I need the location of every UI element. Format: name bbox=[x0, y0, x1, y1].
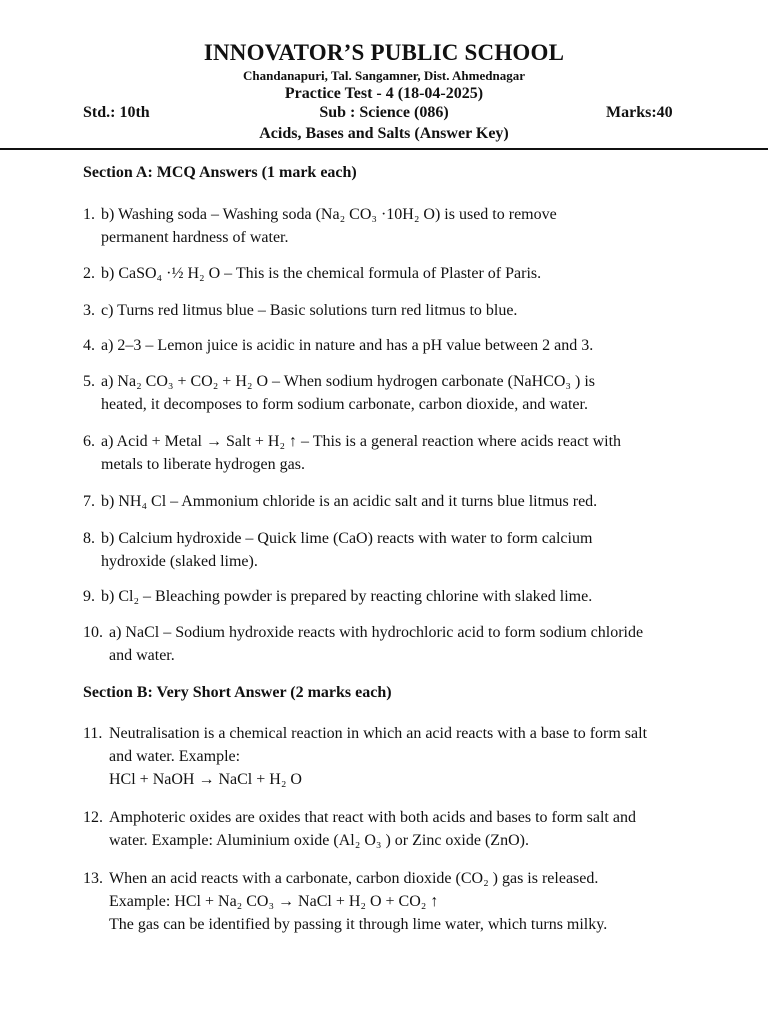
school-name: INNOVATOR’S PUBLIC SCHOOL bbox=[203, 40, 565, 65]
section-a-title: Section A: MCQ Answers (1 mark each) bbox=[83, 164, 357, 181]
item-number: 9. bbox=[83, 588, 95, 605]
test-title: Practice Test - 4 (18-04-2025) bbox=[284, 85, 484, 102]
item-text: b) CaSO₄ ·½ H₂ O – This is the chemical formula of Plaster of Paris. bbox=[101, 265, 542, 282]
answer-item-11 bbox=[83, 722, 743, 791]
item-text: b) Cl₂ – Bleaching powder is prepared by reacting chlorine with slaked lime. bbox=[101, 588, 593, 605]
meta-row bbox=[0, 104, 768, 124]
item-text: When an acid reacts with a carbonate, carbon dioxide (CO₂ ) gas is released. bbox=[109, 870, 599, 887]
item-number: 13. bbox=[83, 870, 103, 887]
answer-item-9 bbox=[83, 585, 743, 608]
item-text: HCl + NaOH → NaCl + H₂ O bbox=[109, 771, 302, 788]
item-number: 10. bbox=[83, 624, 103, 641]
item-text: water. Example: Aluminium oxide (Al₂ O₃ ) or Zinc oxide (ZnO). bbox=[109, 832, 529, 849]
marks-label: Marks:40 bbox=[606, 104, 673, 121]
item-text: b) Washing soda – Washing soda (Na₂ CO₃ ·10H₂ O) is used to remove bbox=[101, 206, 557, 223]
item-text: metals to liberate hydrogen gas. bbox=[101, 456, 305, 473]
item-text: Example: HCl + Na₂ CO₃ → NaCl + H₂ O + CO₂ ↑ bbox=[109, 893, 439, 910]
answer-item-2 bbox=[83, 262, 743, 285]
school-address: Chandanapuri, Tal. Sangamner, Dist. Ahmednagar bbox=[243, 68, 525, 83]
subject-label: Sub : Science (086) bbox=[319, 104, 449, 121]
answer-item-5 bbox=[83, 370, 743, 416]
item-text: The gas can be identified by passing it through lime water, which turns milky. bbox=[109, 916, 608, 933]
item-number: 12. bbox=[83, 809, 103, 826]
item-text: permanent hardness of water. bbox=[101, 229, 289, 246]
answer-item-3 bbox=[83, 299, 743, 322]
item-number: 11. bbox=[83, 725, 103, 742]
item-text: b) Calcium hydroxide – Quick lime (CaO) reacts with water to form calcium bbox=[101, 530, 593, 547]
item-text: Amphoteric oxides are oxides that react with both acids and bases to form salt and bbox=[109, 809, 636, 826]
item-text: and water. bbox=[109, 647, 175, 664]
item-text: a) Na₂ CO₃ + CO₂ + H₂ O – When sodium hydrogen carbonate (NaHCO₃ ) is bbox=[101, 373, 595, 390]
topic-title: Acids, Bases and Salts (Answer Key) bbox=[259, 125, 509, 142]
item-number: 4. bbox=[83, 337, 95, 354]
answer-item-4 bbox=[83, 334, 743, 357]
item-text: heated, it decomposes to form sodium carbonate, carbon dioxide, and water. bbox=[101, 396, 588, 413]
section-b-title: Section B: Very Short Answer (2 marks each) bbox=[83, 684, 392, 701]
item-number: 7. bbox=[83, 493, 95, 510]
item-number: 1. bbox=[83, 206, 95, 223]
item-text: and water. Example: bbox=[109, 748, 241, 765]
item-text: a) NaCl – Sodium hydroxide reacts with hydrochloric acid to form sodium chloride bbox=[109, 624, 644, 641]
answer-item-10 bbox=[83, 621, 743, 667]
answer-item-7 bbox=[83, 490, 743, 513]
item-text: hydroxide (slaked lime). bbox=[101, 553, 258, 570]
item-text: b) NH₄ Cl – Ammonium chloride is an acidic salt and it turns blue litmus red. bbox=[101, 493, 598, 510]
item-number: 3. bbox=[83, 302, 95, 319]
item-number: 8. bbox=[83, 530, 95, 547]
item-text: a) Acid + Metal → Salt + H₂ ↑ – This is a general reaction where acids react with bbox=[101, 433, 622, 450]
answer-item-12 bbox=[83, 806, 743, 852]
standard-label: Std.: 10th bbox=[83, 104, 150, 121]
item-number: 2. bbox=[83, 265, 95, 282]
answer-item-8 bbox=[83, 527, 743, 573]
answer-item-1 bbox=[83, 203, 743, 249]
item-text: Neutralisation is a chemical reaction in which an acid reacts with a base to form salt bbox=[109, 725, 648, 742]
item-number: 6. bbox=[83, 433, 95, 450]
item-text: a) 2–3 – Lemon juice is acidic in nature and has a pH value between 2 and 3. bbox=[101, 337, 594, 354]
header-divider bbox=[0, 148, 768, 150]
item-text: c) Turns red litmus blue – Basic solutions turn red litmus to blue. bbox=[101, 302, 518, 319]
item-number: 5. bbox=[83, 373, 95, 390]
answer-item-6 bbox=[83, 430, 743, 476]
answer-item-13 bbox=[83, 867, 743, 936]
